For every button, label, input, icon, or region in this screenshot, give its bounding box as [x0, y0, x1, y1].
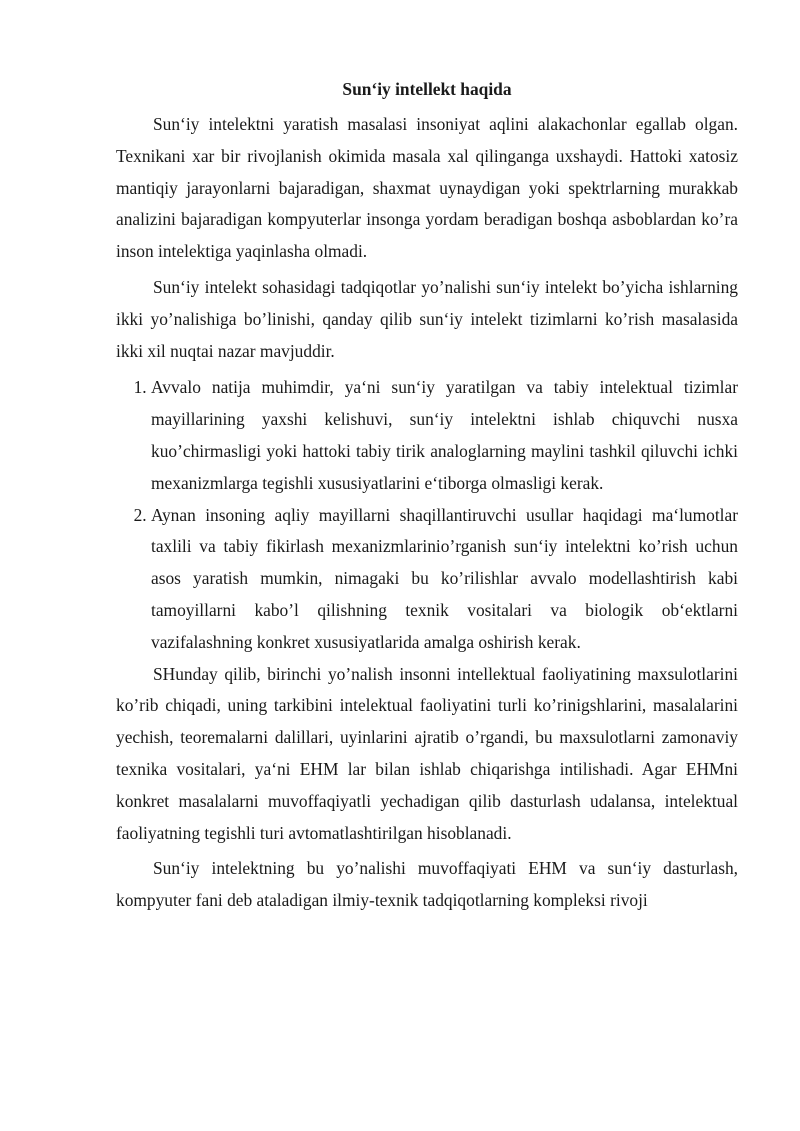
paragraph-intro: Sun‘iy intelektni yaratish masalasi insoniyat aqlini alakachonlar egallab olgan. Texnikani xar bir rivojlanish okimida masala xal qilinganga uxshaydi. Hattoki xatosiz mantiqiy jarayonlarni bajaradigan, shaxmat uynaydigan yoki spektrlarning murakkab analizini bajaradigan kompyuterlar insonga yordam beradigan boshqa asboblardan ko’ra inson intelektiga yaqinlasha olmadi.	[116, 114, 738, 262]
document-title: Sun‘iy intellekt haqida	[342, 79, 512, 99]
document-page	[116, 74, 738, 921]
list-item: 2. Aynan insoning aqliy mayillarni shaqillantiruvchi usullar haqidagi ma‘lumotlar taxlili va tabiy fikirlash mexanizmlarinio’rganish sun‘iy intelektni ko’rish uchun asos yaratish mumkin, nimagaki bu ko’rilishlar avvalo modellashtirish kabi tamoyillarni kabo’l qilishning texnik vositalari va biologik ob‘ektlarni vazifalashning konkret xususiyatlarida amalga oshirish kerak.	[151, 500, 738, 659]
list-item: 1. Avvalo natija muhimdir, ya‘ni sun‘iy yaratilgan va tabiy intelektual tizimlar mayillarining yaxshi kelishuvi, sun‘iy intelektni ishlab chiquvchi nusxa kuo’chirmasligi yoki hattoki tabiy tirik analoglarning maylini tashkil qiluvchi ichki mexanizmlarga tegishli xususiyatlarini e‘tiborga olmasligi kerak.	[151, 372, 738, 499]
paragraph-first-direction: SHunday qilib, birinchi yo’nalish insonni intellektual faoliyatining maxsulotlarini ko’rib chiqadi, uning tarkibini intelektual faoliyatini turli ko’rinigshlarini, masalalarini yechish, teoremalarni dalillari, uyinlarini ajratib o’rgandi, bu maxsulotlarni zamonaviy texnika vositalari, ya‘ni EHM lar bilan ishlab chiqarishga intilishadi. Agar EHMni konkret masalalarni muvoffaqiyatli yechadigan qilib dasturlash udalansa, intelektual faoliyatning tegishli turi avtomatlashtirilgan hisoblanadi.	[116, 663, 738, 843]
paragraph-directions: Sun‘iy intelekt sohasidagi tadqiqotlar yo’nalishi sun‘iy intelekt bo’yicha ishlarning ikki yo’nalishiga bo’linishi, qanday qilib sun‘iy intelekt tizimlarni ko’rish masalasida ikki xil nuqtai nazar mavjuddir.	[116, 276, 738, 361]
numbered-list	[116, 372, 738, 658]
paragraph-continuation: Sun‘iy intelektning bu yo’nalishi muvoffaqiyati EHM va sun‘iy dasturlash, kompyuter fani deb ataladigan ilmiy-texnik tadqiqotlarning kompleksi rivoji	[116, 858, 738, 911]
